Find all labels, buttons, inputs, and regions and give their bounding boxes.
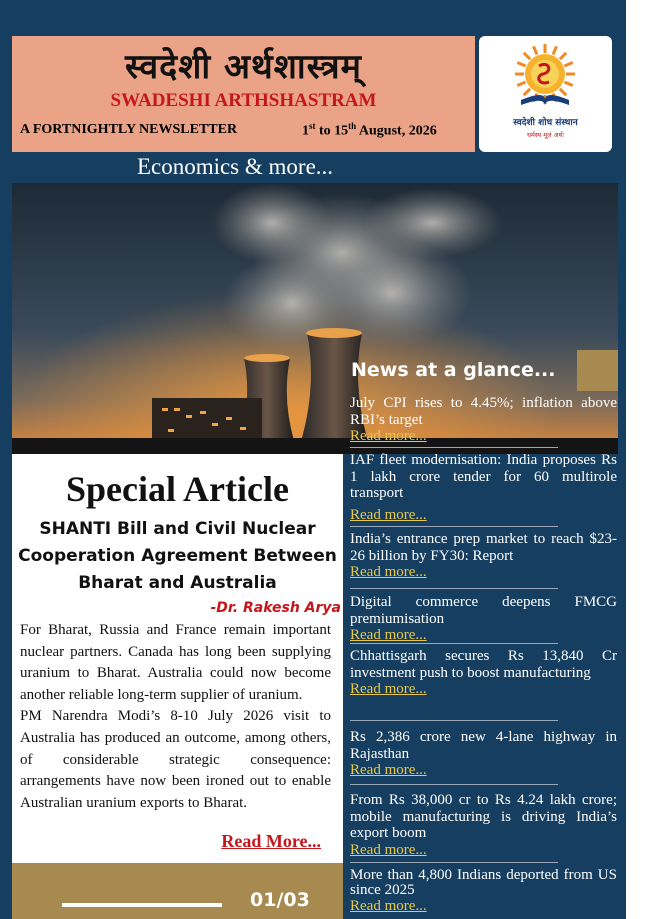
news-heading-box (343, 350, 579, 390)
date-rest: August, 2026 (356, 123, 437, 139)
news-item (350, 395, 617, 445)
read-more-link[interactable]: Read more... (350, 506, 427, 523)
news-divider (350, 447, 558, 448)
article-author: -Dr. Rakesh Arya (210, 600, 341, 616)
read-more-link[interactable]: Read more... (350, 841, 427, 858)
section-heading: Special Article (66, 469, 289, 509)
news-headline: Chhattisgarh secures Rs 13,840 Cr investment push to boost manufacturing (350, 648, 617, 681)
news-headline: IAF fleet modernisation: India proposes Rs 1 lakh crore tender for 60 multirole transport (350, 452, 617, 501)
news-heading: News at a glance... (351, 359, 556, 381)
news-accent-square (577, 350, 618, 391)
article-read-more-link[interactable]: Read More... (221, 831, 321, 851)
news-item (350, 648, 617, 698)
masthead-title-english: SWADESHI ARTHSHASTRAM (110, 90, 377, 111)
news-divider (350, 643, 558, 644)
article-paragraph: PM Narendra Modi’s 8-10 July 2026 visit to Australia has produced an outcome, among others, of considerable strategic consequence: arrangements have now been ironed out to enable Australian uranium exports to Bharat. (20, 708, 331, 811)
news-headline: More than 4,800 Indians deported from US since 2025 (350, 867, 617, 898)
date-end-suffix: th (348, 121, 357, 131)
newsletter-frequency: A FORTNIGHTLY NEWSLETTER (20, 122, 238, 137)
news-item (350, 531, 617, 581)
news-headline: July CPI rises to 4.45%; inflation above RBI’s target (350, 395, 617, 428)
article-body (20, 620, 331, 814)
news-headline: India’s entrance prep market to reach $23-26 billion by FY30: Report (350, 531, 617, 564)
news-divider (350, 862, 558, 863)
news-divider (350, 588, 558, 589)
news-divider (350, 526, 558, 527)
news-headline: Rs 2,386 crore new 4-lane highway in Rajasthan (350, 729, 617, 762)
news-item (350, 594, 617, 644)
tagline: Economics & more... (136, 154, 334, 179)
special-article (12, 454, 343, 863)
news-item (350, 868, 617, 915)
news-headline: From Rs 38,000 cr to Rs 4.24 lakh crore; mobile manufacturing is driving India’s export boom (350, 792, 617, 841)
masthead-title-hindi: स्वदेशी अर्थशास्त्रम् (125, 47, 362, 87)
news-item (350, 452, 617, 524)
news-divider (350, 784, 558, 785)
date-start-suffix: st (309, 121, 316, 131)
footer-rule (62, 903, 222, 907)
read-more-link[interactable]: Read more... (350, 627, 427, 643)
sun-book-logo-icon (509, 42, 581, 114)
date-to: to 15 (315, 123, 349, 139)
news-divider (350, 720, 558, 721)
news-item (350, 792, 617, 859)
page-footer (12, 863, 343, 919)
page-margin (626, 0, 650, 919)
news-headline: Digital commerce deepens FMCG premiumisation (350, 594, 617, 627)
issue-date (302, 121, 437, 140)
article-paragraph: For Bharat, Russia and France remain important nuclear partners. Canada has long been supplying uranium to Bharat. Australia could now become another reliable long-term supplier of uranium. (20, 622, 331, 703)
read-more-link[interactable]: Read more... (350, 898, 427, 914)
date-start-day: 1 (302, 123, 309, 139)
logo-name-hindi: स्वदेशी शोध संस्थान (513, 118, 578, 128)
read-more-link[interactable]: Read more... (350, 762, 427, 778)
read-more-link[interactable]: Read more... (350, 428, 427, 444)
news-item (350, 729, 617, 779)
page-number: 01/03 (250, 889, 310, 911)
organization-logo (479, 36, 612, 152)
logo-motto: धर्मस्य मूलं अर्थः (526, 131, 565, 139)
masthead (12, 36, 475, 152)
read-more-link[interactable]: Read more... (350, 681, 427, 697)
article-title: SHANTI Bill and Civil Nuclear Cooperation Agreement Between Bharat and Australia (18, 519, 337, 593)
read-more-link[interactable]: Read more... (350, 564, 427, 580)
